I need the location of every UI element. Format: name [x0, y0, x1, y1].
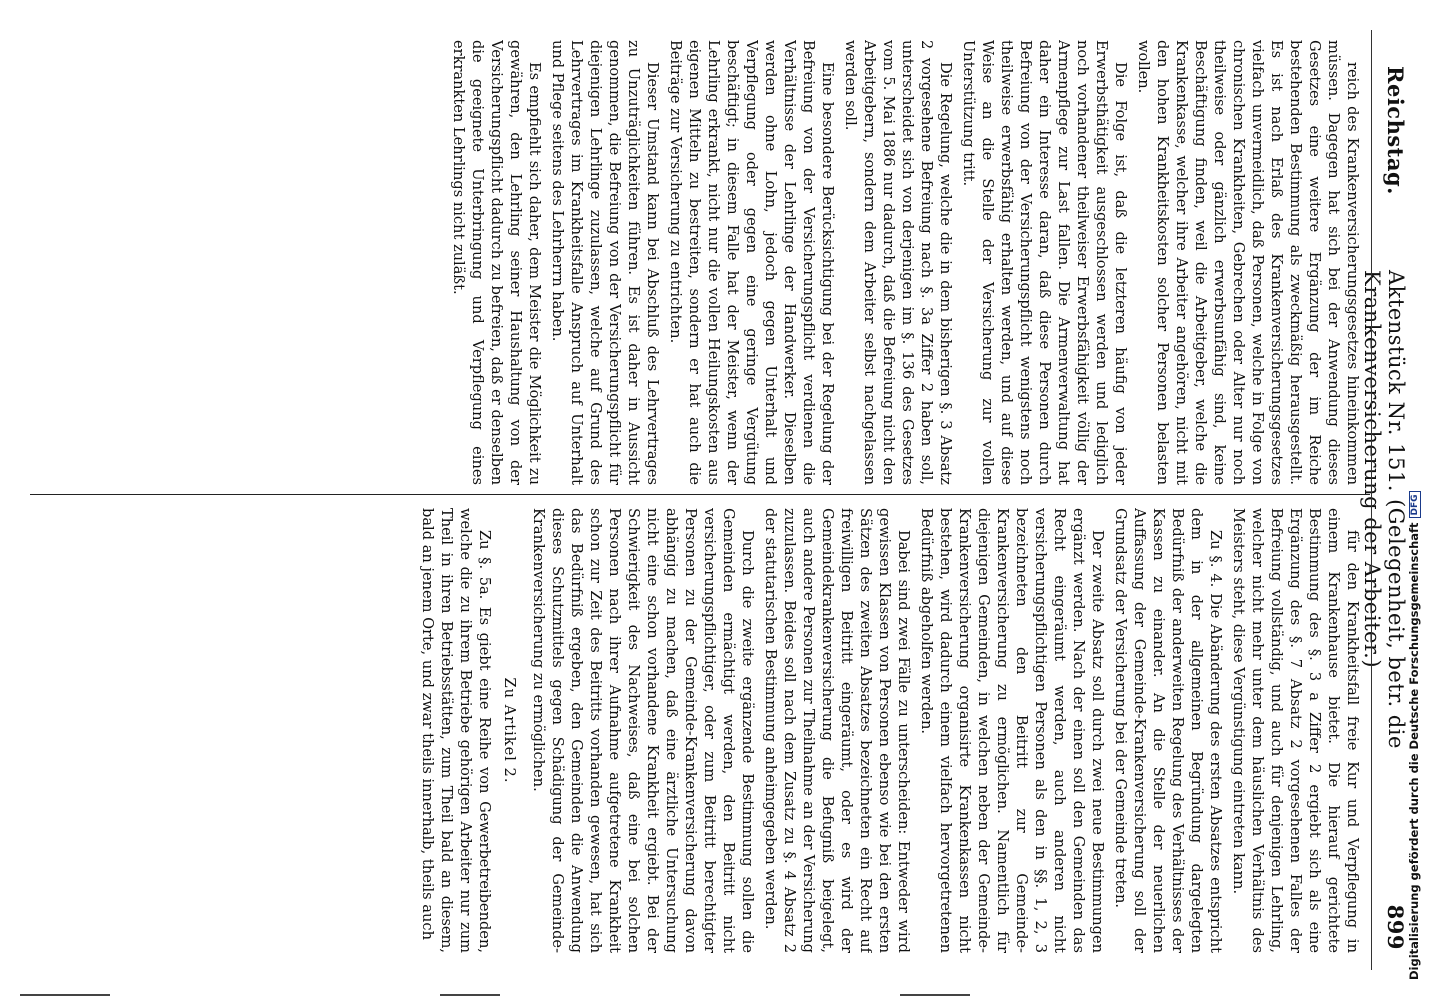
paragraph: Eine besondere Berücksichtigung bei der Regelung der Befreiung von der Versicherungspflicht verdienen die Verhältnisse der Lehrlinge der Handwerker. Dieselben werden ohne Lohn, jedoch gegen Unterhalt und Verpflegung oder gegen eine geringe Vergütung beschäftigt; in diesem Falle hat der Meister, wenn der Lehrling erkrankt, nicht nur die vollen Heilungskosten aus eigenen Mitteln zu bestreiten, sondern er hat auch die Beiträge zur Versicherung zu entrichten.: [667, 40, 836, 485]
column-divider: [30, 494, 1370, 495]
paragraph: reich des Krankenversicherungsgesetzes hineinkommen müssen. Dagegen hat sich bei der Anwendung dieses Gesetzes eine weitere Ergänzung der im Reiche bestehenden Bestimmung als zweckmäßig herausgestellt. Es ist nach Erlaß des Krankenversicherungsgesetzes vielfach unvermeidlich, daß Personen, welche in Folge von chronischen Krankheiten, Gebrechen oder Alter nur noch theilweise oder gänzlich erwerbsunfähig sind, keine Beschäftigung finden, weil die Arbeitgeber, welche die Krankenkasse, welcher ihre Arbeiter angehören, nicht mit den hohen Krankheitskosten solcher Personen belasten wollen.: [1135, 40, 1361, 485]
header-publication: Reichstag.: [1383, 66, 1408, 195]
header-rule: [1371, 30, 1372, 970]
paragraph: Der zweite Absatz soll durch zwei neue Bestimmungen ergänzt werden. Nach der einen soll den Gemeinden das Recht eingeräumt werden, auch anderen nicht versicherungspflichtigen Personen als den in §§. 1, 2, 3 bezeichneten den Beitritt zur Gemeinde-Krankenversicherung zu ermöglichen. Namentlich für diejenigen Gemeinden, in welchen neben der Gemeinde-Krankenversicherung organisirte Krankenkassen nicht bestehen, wird dadurch einem vielfach hervorgetretenen Bedürfniß abgeholfen werden.: [918, 508, 1106, 953]
left-column: [32, 40, 1362, 485]
header-title: Aktenstück Nr. 151. (Gelegenheit, betr. die Krankenversicherung der Arbeiter.): [1360, 270, 1408, 749]
right-column: [32, 508, 1362, 953]
paragraph: Dieser Umstand kann bei Abschluß des Lehrvertrages zu Unzuträglichkeiten führen. Es ist daher in Aussicht genommen, die Befreiung von der Versicherungspflicht für diejenigen Lehrlinge zuzulassen, welche auf Grund des Lehrvertrages im Krankheitsfalle Anspruch auf Unterhalt und Pflege seitens des Lehrherrn haben.: [549, 40, 661, 485]
paragraph: für den Krankheitsfall freie Kur und Verpflegung in einem Krankenhause bietet. Die hierauf gerichtete Bestimmung des §. 3 a Ziffer 2 ergiebt sich als eine Ergänzung des §. 7 Absatz 2 vorgesehenen Falles der Befreiung vollständig, und auch für denjenigen Lehrling, welcher nicht mehr unter dem häuslichen Verhältnis des Meisters steht, diese Vergünstigung eintreten kann.: [1230, 508, 1361, 953]
dfg-logo: DFG: [1409, 491, 1421, 518]
paragraph: Die Folge ist, daß die letzteren häufig von jeder Erwerbsthätigkeit ausgeschlossen werden und lediglich noch vorhandener theilweiser Erwerbsfähigkeit völlig der Armenpflege zur Last fallen. Die Armenverwaltung hat daher ein Interesse daran, daß diese Personen durch Befreiung von der Versicherungspflicht wenigstens noch theilweise erwerbsfähig erhalten werden, und auf diese Weise an die Stelle der Versicherung zur vollen Unterstützung tritt.: [960, 40, 1129, 485]
scan-artifact: [900, 994, 970, 996]
paragraph: Zu §. 4. Die Abänderung des ersten Absatzes entspricht dem in der allgemeinen Begründung dargelegten Bedürfniß der anderweiten Regelung des Verhältnisses der Kassen zu einander. An die Stelle der neuerlichen Auffassung der Gemeinde-Krankenversicherung soll der Grundsatz der Versicherung bei der Gemeinde treten.: [1112, 508, 1224, 953]
paragraph: Zu §. 5a. Es giebt eine Reihe von Gewerbetreibenden, welche die zu ihrem Betriebe gehörigen Arbeiter nur zum Theil in ihren Betriebsstätten, zum Theil bald an diesem, bald an jenem Orte, und zwar theils innerhalb, theils auch: [419, 508, 493, 953]
scan-artifact: [20, 994, 110, 996]
paragraph: Es empfiehlt sich daher, dem Meister die Möglichkeit zu gewähren, den Lehrling seiner Haushaltung von der Versicherungspflicht dadurch zu befreien, daß er denselben die geeignete Unterbringung und Verpflegung eines erkrankten Lehrlings nicht zuläßt.: [450, 40, 543, 485]
section-heading: Zu Artikel 2.: [501, 677, 518, 784]
paragraph: Dabei sind zwei Fälle zu unterscheiden: Entweder wird gewissen Klassen von Personen ebenso wie bei den ersten Sätzen des zweiten Absatzes bezeichneten ein Recht auf freiwilligen Beitritt eingeräumt, oder es wird der Gemeindekrankenversicherung die Befugniß beigelegt, auch andere Personen zur Theilnahme an der Versicherung zuzulassen. Beides soll nach dem Zusatz zu §. 4 Absatz 2 der statutarischen Bestimmung anheimgegeben werden.: [762, 508, 912, 953]
credit-text: Digitalisierung gefördert durch die Deutsche Forschungsgemeinschaft: [1407, 522, 1421, 980]
digitization-credit: [1407, 491, 1421, 980]
page-number: 899: [1383, 904, 1408, 950]
paragraph: Die Regelung, welche die in dem bisherigen §. 3 Absatz 2 vorgesehene Befreiung nach §. 3a Ziffer 2 haben soll, unterscheidet sich von derjenigen im §. 136 des Gesetzes vom 5. Mai 1886 nur dadurch, daß die Befreiung nicht den Arbeitgebern, sondern dem Arbeiter selbst nachgelassen werden soll.: [842, 40, 954, 485]
scan-artifact: [440, 994, 500, 996]
paragraph: Durch die zweite ergänzende Bestimmung sollen die Gemeinden ermächtigt werden, den Beitritt nicht versicherungspflichtiger, oder zum Beitritt berechtigter Personen zu der Gemeinde-Krankenversicherung davon abhängig zu machen, daß eine ärztliche Untersuchung nicht eine schon vorhandene Krankheit ergiebt. Bei der Schwierigkeit des Nachweises, daß eine bei solchen Personen nach ihrer Aufnahme aufgetretene Krankheit schon zur Zeit des Beitritts vorhanden gewesen, hat sich das Bedürfniß ergeben, den Gemeinden die Anwendung dieses Schutzmittels gegen Schädigung der Gemeinde-Krankenversicherung zu ermöglichen.: [530, 508, 756, 953]
